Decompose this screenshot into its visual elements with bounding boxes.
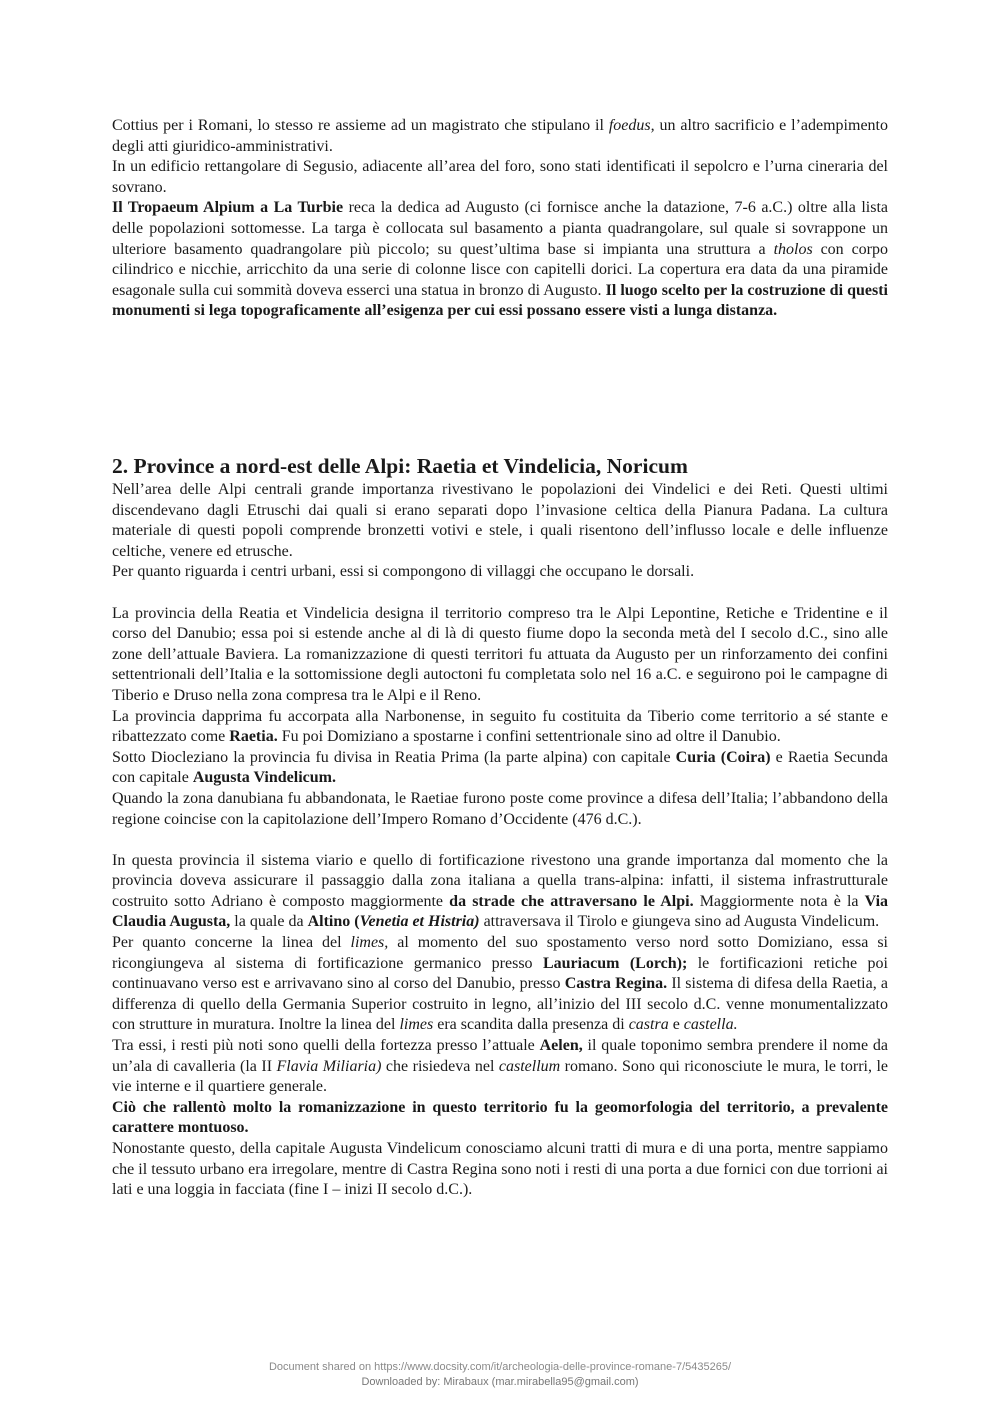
bold-term: da strade che attraversano le Alpi.: [449, 892, 694, 910]
text-run: reca la dedica ad Augusto (ci fornisce anche la datazione, 7-6 a.C.) oltre alla lista delle popolazioni sottomesse. La targa è collocata sul basamento a pianta quadrangolare, sul quale si sovrappone un ulteriore basamento quadrangolare più piccolo; su quest’ultima base si impianta una struttura a: [112, 199, 888, 258]
text-run: Tra essi, i resti più noti sono quelli della fortezza presso l’attuale: [112, 1037, 540, 1055]
footer-downloaded-by: Downloaded by: Mirabaux (mar.mirabella95@gmail.com): [361, 1376, 639, 1388]
text-run: La provincia dapprima fu accorpata alla Narbonense, in seguito fu costituita da Tiberio come territorio a sé stante e ribattezzato come: [112, 707, 888, 746]
paragraph-centri-urbani: Per quanto riguarda i centri urbani, essi si compongono di villaggi che occupano le dorsali.: [112, 563, 695, 581]
paragraph-gap: [112, 583, 888, 604]
text-run: romano. Sono qui riconosciute le mura, le torri, le vie interne e il quartiere generale.: [112, 1057, 889, 1096]
text-run: un altro sacrificio e l’adempimento degli atti giuridico-amministrativi.: [112, 117, 888, 155]
text-run: Maggiormente nota è la: [693, 892, 865, 910]
paragraph-sistema-viario: [112, 851, 888, 933]
text-run: attraversava il Tirolo e giungeva sino ad Augusta Vindelicum.: [479, 913, 880, 931]
bold-statement: Ciò che rallentò molto la romanizzazione in questo territorio fu la geomorfologia del territorio, a prevalente carattere montuoso.: [112, 1098, 888, 1137]
italic-term: tholos: [773, 240, 813, 258]
bold-term: Aelen,: [539, 1037, 583, 1055]
italic-term: limes: [399, 1016, 434, 1034]
bold-term: Lauriacum (Lorch);: [542, 954, 688, 972]
bold-term: Curia (Coira): [675, 748, 771, 766]
paragraph-cottius: [112, 116, 888, 157]
paragraph-augusta-vindelicum: Nonostante questo, della capitale Augusta Vindelicum conosciamo alcuni tratti di mura e di una porta, mentre sappiamo che il tessuto urbano era irregolare, mentre di Castra Regina sono noti i resti di una porta a due fornici con due torrioni ai lati e una loggia in facciata (fine I – inizi II secolo d.C.).: [112, 1140, 888, 1199]
paragraph-aelen: [112, 1036, 888, 1098]
text-run: Per quanto concerne la linea del: [112, 934, 351, 952]
text-run: e: [668, 1016, 684, 1034]
italic-term: limes,: [350, 934, 389, 952]
paragraph-gap: [112, 830, 888, 851]
footer-shared-link[interactable]: Document shared on https://www.docsity.com/it/archeologia-delle-province-romane-7/5435265/: [268, 1361, 732, 1373]
bold-term: Il Tropaeum Alpium a La Turbie: [112, 199, 344, 217]
text-run: era scandita dalla presenza di: [433, 1016, 629, 1034]
text-run: la quale da: [230, 913, 308, 931]
paragraph-tropaeum: [112, 198, 888, 322]
paragraph-narbonense: [112, 707, 888, 748]
italic-term: Flavia Miliaria): [276, 1057, 382, 1075]
bold-term: Via Claudia Augusta,: [112, 892, 889, 931]
paragraph-provincia: La provincia della Reatia et Vindelicia designa il territorio compreso tra le Alpi Lepontine, Retiche e Tridentine e il corso del Danubio; essa poi si estende anche al di là di questo fiume dopo la seconda metà del I secolo d.C., sino alle zone dell’attuale Baviera. La romanizzazione di questi territori fu attuata da Augusto per un rinforzamento dei confini settentrionali dell’Italia e la sottomissione degli autoctoni fu completata solo nel 16 a.C. e seguirono poi le campagne di Tiberio e Druso nella zona compresa tra le Alpi e il Reno.: [112, 604, 888, 704]
bold-term: Castra Regina.: [564, 975, 668, 993]
paragraph-diocleziano: [112, 748, 888, 789]
top-text-block: [112, 116, 888, 322]
italic-term: foedus,: [608, 117, 655, 134]
text-run: Fu poi Domiziano a spostarne i confini settentrionale sino ad oltre il Danubio.: [277, 728, 781, 746]
bold-term: Raetia.: [229, 728, 278, 746]
text-run: Il sistema di difesa della Raetia, a differenza di quello della Germania Superior costruito in legno, all’inizio del III secolo d.C. venne monumentalizzato con strutture in muratura. Inoltre la linea del: [112, 975, 888, 1034]
bold-term: Altino (: [307, 913, 360, 931]
text-run: Cottius per i Romani, lo stesso re assieme ad un magistrato che stipulano il: [112, 117, 609, 134]
paragraph-segusio: In un edificio rettangolare di Segusio, adiacente all’area del foro, sono stati identificati il sepolcro e l’urna cineraria del sovrano.: [112, 158, 888, 196]
paragraph-abbandono: Quando la zona danubiana fu abbandonata, le Raetiae furono poste come province a difesa dell’Italia; l’abbandono della regione coincise con la capitolazione dell’Impero Romano d’Occidente (476 d.C.).: [112, 789, 888, 828]
paragraph-vindelici: Nell’area delle Alpi centrali grande importanza rivestivano le popolazioni dei Vindelici e dei Reti. Questi ultimi discendevano dagli Etruschi dai quali si erano separati dopo l’invasione celtica della Pianura Padana. La cultura materiale di questi popoli comprende bronzetti votivi e stele, i quali risentono dell’influsso locale e delle influenze celtiche, venere ed etrusche.: [112, 481, 888, 560]
italic-term: castella.: [683, 1016, 738, 1034]
section-heading: 2. Province a nord-est delle Alpi: Raetia et Vindelicia, Noricum: [112, 454, 688, 478]
italic-term: castellum: [498, 1057, 561, 1075]
text-run: al momento del suo spostamento verso nord sotto Domiziano, essa si ricongiungeva al sistema di fortificazione germanico presso: [112, 934, 888, 972]
text-run: con corpo cilindrico e nicchie, arricchito da una serie di colonne lisce con capitelli dorici. La copertura era data da una piramide esagonale sulla cui sommità doveva esserci una statua in bronzo di Augusto.: [112, 240, 889, 299]
text-run: Sotto Diocleziano la provincia fu divisa in Reatia Prima (la parte alpina) con capitale: [112, 748, 676, 766]
text-run: In questa provincia il sistema viario e quello di fortificazione rivestono una grande importanza dal momento che la provincia doveva assicurare il passaggio dalla zona italiana a quella trans-alpina: infatti, il sistema infrastrutturale costruito sotto Adriano è composto maggiormente: [112, 851, 888, 910]
paragraph-geomorfologia: [112, 1098, 888, 1139]
section-block: [112, 454, 888, 1201]
text-run: le fortificazioni retiche poi continuavano verso est e arrivavano sino al corso del Danubio, presso: [112, 954, 888, 993]
bold-italic-term: Venetia et Histria): [359, 913, 480, 931]
text-run: che risiedeva nel: [381, 1057, 499, 1075]
text-run: e Raetia Secunda con capitale: [112, 748, 889, 787]
paragraph-limes: [112, 933, 888, 1036]
text-run: il quale toponimo sembra prendere il nome da un’ala di cavalleria (la II: [112, 1037, 889, 1075]
italic-term: castra: [628, 1016, 669, 1034]
bold-term: Augusta Vindelicum.: [192, 769, 336, 787]
bold-statement: Il luogo scelto per la costruzione di questi monumenti si lega topograficamente all’esigenza per cui essi possano essere visti a lunga distanza.: [112, 281, 888, 320]
